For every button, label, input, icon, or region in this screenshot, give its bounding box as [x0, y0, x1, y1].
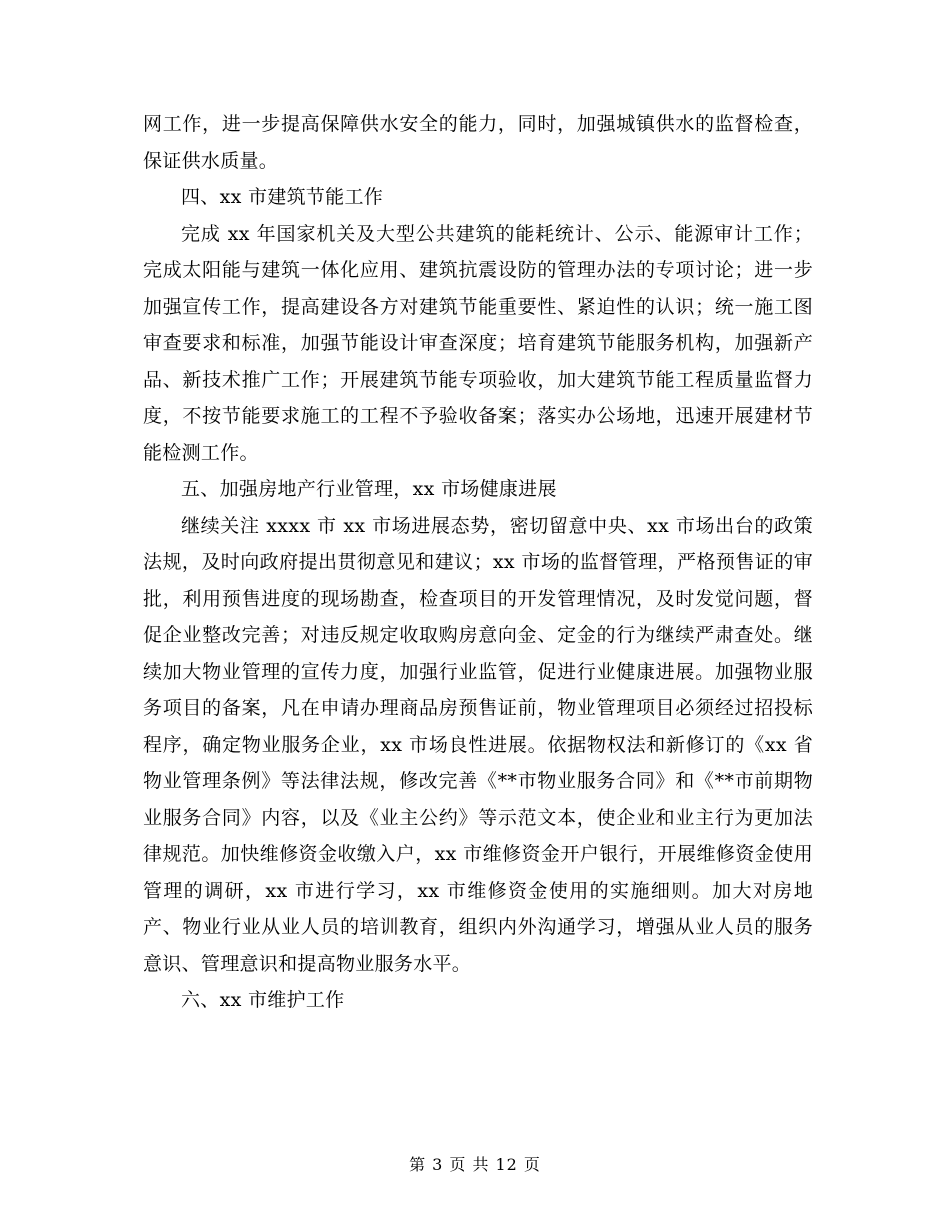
section-heading-maintenance: 六、xx 市维护工作 — [181, 989, 345, 1011]
section-heading-real-estate: 五、加强房地产行业管理，xx 市场健康进展 — [181, 478, 557, 500]
footer-prefix: 第 — [409, 1155, 427, 1174]
document-body — [143, 106, 813, 1019]
page-footer — [0, 1152, 950, 1175]
paragraph-real-estate: 继续关注 xxxx 市 xx 市场进展态势，密切留意中央、xx 市场出台的政策法规，及时向政府提出贯彻意见和建议；xx 市场的监督管理，严格预售证的审批，利用预售进度的现场勘查，检查项目的开发管理情况，及时发觉问题，督促企业整改完善；对违反规定收取购房意向金、定金的行为继续严肃查处。继续加大物业管理的宣传力度，加强行业监管，促进行业健康进展。加强物业服务项目的备案，凡在申请办理商品房预售证前，物业管理项目必须经过招投标程序，确定物业服务企业，xx 市场良性进展。依据物权法和新修订的《xx 省物业管理条例》等法律法规，修改完善《**市物业服务合同》和《**市前期物业服务合同》内容，以及《业主公约》等示范文本，使企业和业主行为更加法律规范。加快维修资金收缴入户，xx 市维修资金开户银行，开展维修资金使用管理的调研，xx 市进行学习，xx 市维修资金使用的实施细则。加大对房地产、物业行业从业人员的培训教育，组织内外沟通学习，增强从业人员的服务意识、管理意识和提高物业服务水平。 — [143, 514, 813, 975]
footer-middle: 页 共 — [449, 1155, 490, 1174]
footer-total-pages: 12 — [495, 1155, 518, 1174]
paragraph-building-energy: 完成 xx 年国家机关及大型公共建筑的能耗统计、公示、能源审计工作；完成太阳能与建筑一体化应用、建筑抗震设防的管理办法的专项讨论；进一步加强宣传工作，提高建设各方对建筑节能重要性、紧迫性的认识；统一施工图审查要求和标准，加强节能设计审查深度；培育建筑节能服务机构，加强新产品、新技术推广工作；开展建筑节能专项验收，加大建筑节能工程质量监督力度，不按节能要求施工的工程不予验收备案；落实办公场地，迅速开展建材节能检测工作。 — [143, 222, 813, 464]
section-heading-building-energy: 四、xx 市建筑节能工作 — [181, 186, 384, 208]
footer-suffix: 页 — [523, 1155, 541, 1174]
footer-current-page: 3 — [432, 1155, 444, 1174]
paragraph-1: 网工作，进一步提高保障供水安全的能力，同时，加强城镇供水的监督检查，保证供水质量。 — [143, 113, 813, 172]
